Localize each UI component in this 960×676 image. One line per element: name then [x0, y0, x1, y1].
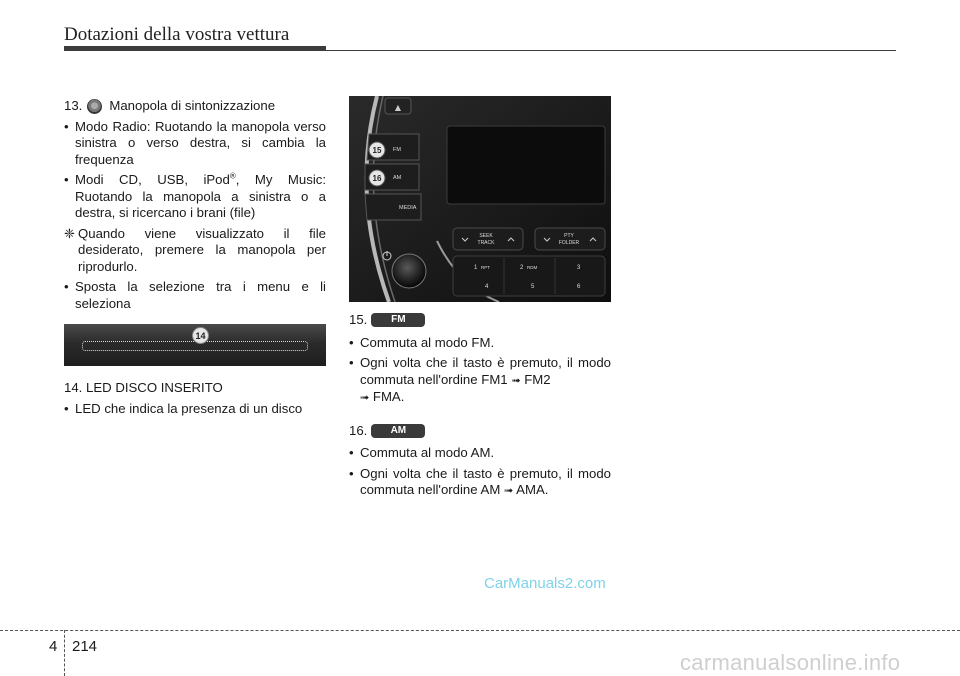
preset-5: 5 [531, 284, 535, 290]
am-button-label: AM [393, 175, 402, 181]
am-button-badge: AM [371, 424, 425, 438]
rpt-label: RPT [481, 265, 490, 270]
header-rule-thick [64, 46, 326, 51]
header-rule-thin [326, 50, 896, 51]
bullet-text-part: , My Music: Ruotando la manopola a sinistra o a destra, si ricercano i brani (file) [75, 172, 327, 220]
note-mark-icon: ❈ [64, 225, 76, 241]
bullet-am-cycle [349, 466, 611, 500]
watermark-link[interactable]: CarManuals2.com [484, 575, 606, 592]
bullet-text [75, 172, 326, 222]
pty-label: PTY [564, 233, 574, 239]
bullet-text-part: Ogni volta che il tasto è premuto, il modo commuta nell'ordine FM1 [360, 355, 611, 387]
bullet-text: LED che indica la presenza di un disco [75, 400, 303, 416]
bullet-fm-cycle [349, 355, 611, 407]
item-16-number: 16. [349, 422, 368, 438]
callout-marker-14: 14 [192, 327, 209, 344]
bullet-text-part: Ogni volta che il tasto è premuto, il modo commuta nell'ordine AM [360, 465, 611, 497]
bullet-mark: • [64, 118, 69, 134]
preset-2: 2 [520, 265, 524, 271]
item-14-title: 14. LED DISCO INSERITO [64, 380, 223, 395]
left-column [64, 98, 326, 316]
arrow-icon: ➟ [360, 392, 370, 404]
arrow-icon: ➟ [504, 485, 514, 497]
item-15-heading [349, 312, 611, 329]
bullet-mark: • [349, 445, 354, 460]
callout-marker-15: 15 [372, 146, 382, 155]
bullet-text: Modo Radio: Ruotando la manopola verso sinistra o verso destra, si cambia la frequenza [75, 118, 326, 167]
footer-rule [0, 630, 960, 631]
bullet-text: Commuta al modo FM. [360, 334, 495, 350]
chapter-number: 4 [49, 638, 58, 655]
media-button-label: MEDIA [399, 205, 417, 211]
item-15-number: 15. [349, 312, 368, 327]
page-header-title: Dotazioni della vostra vettura [64, 24, 290, 45]
item-13-title: Manopola di sintonizzazione [109, 98, 276, 113]
bullet-text: Commuta al modo AM. [360, 445, 495, 460]
bullet-text-part: FMA. [372, 389, 405, 404]
arrow-icon: ➟ [511, 374, 521, 387]
note-text: Quando viene visualizzato il file desiderato, premere la manopola per riprodurlo. [78, 225, 326, 274]
tuning-knob-icon [87, 99, 102, 114]
bullet-text-part: AMA. [516, 482, 549, 497]
disc-led-illustration [64, 324, 326, 366]
callout-marker-16: 16 [372, 174, 382, 183]
bullet-disc-led [64, 401, 326, 418]
track-label: TRACK [477, 240, 495, 246]
preset-4: 4 [485, 284, 489, 290]
registered-mark: ® [229, 171, 236, 181]
preset-1: 1 [474, 265, 478, 271]
bullet-mark: • [349, 334, 354, 350]
preset-6: 6 [577, 284, 581, 290]
seek-label: SEEK [479, 233, 493, 239]
rdm-label: RDM [527, 265, 538, 270]
bullet-fm-switch [349, 335, 611, 352]
bullet-mark: • [64, 172, 69, 187]
bullet-text [360, 355, 611, 407]
bullet-text-part: FM2 [524, 371, 551, 387]
bullet-cd-usb-mode [64, 172, 326, 222]
bullet-text [360, 466, 611, 500]
eject-icon: ▲ [394, 103, 402, 112]
item-13-number: 13. [64, 98, 83, 113]
bullet-menu-select [64, 279, 326, 312]
bullet-text: Sposta la selezione tra i menu e li seleziona [75, 279, 326, 311]
preset-3: 3 [577, 265, 581, 271]
fm-button-label: FM [393, 147, 401, 153]
footer-vertical-rule [64, 630, 65, 676]
middle-column [349, 312, 611, 504]
item-14-block [64, 380, 326, 421]
folder-label: FOLDER [558, 240, 580, 246]
bullet-mark: • [349, 465, 354, 481]
page-number: 214 [72, 638, 98, 655]
bullet-am-switch [349, 445, 611, 462]
radio-panel-photo [349, 96, 611, 302]
bullet-mark: • [64, 279, 69, 294]
bullet-mark: • [64, 400, 69, 416]
item-16-heading [349, 423, 611, 440]
bullet-text-part: Modi CD, USB, iPod [75, 172, 230, 187]
site-watermark: carmanualsonline.info [680, 650, 901, 675]
fm-button-badge: FM [371, 313, 425, 327]
radio-panel-svg [349, 96, 611, 302]
note-play-file [64, 226, 326, 276]
item-13-heading [64, 98, 326, 115]
bullet-radio-mode [64, 119, 326, 169]
bullet-mark: • [349, 355, 354, 370]
